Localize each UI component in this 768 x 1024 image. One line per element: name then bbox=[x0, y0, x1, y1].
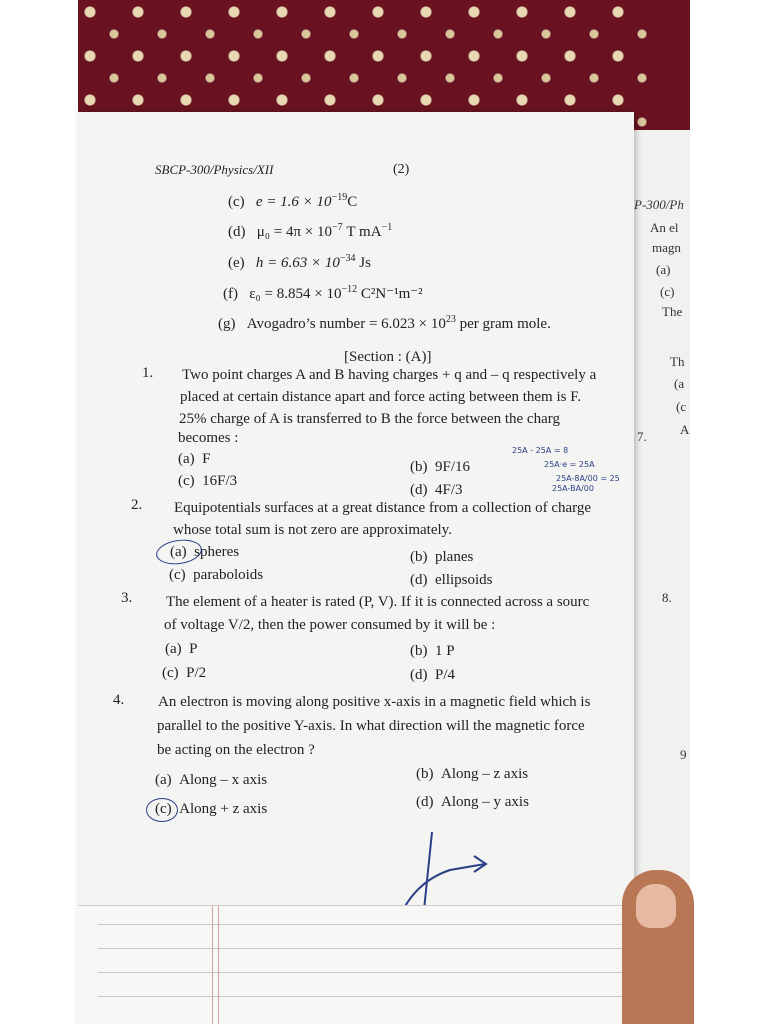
section-title: [Section : (A)] bbox=[344, 349, 432, 365]
finger bbox=[622, 870, 694, 1024]
header-code: SBCP-300/Physics/XII bbox=[155, 162, 274, 177]
question-line: An electron is moving along positive x-axis in a magnetic field which is bbox=[158, 694, 591, 710]
question-line: placed at certain distance apart and force acting between them is F. bbox=[180, 389, 582, 405]
option-item: (b) Along – z axis bbox=[416, 766, 529, 782]
question-line: becomes : bbox=[178, 430, 239, 446]
option-item: (a) Along – x axis bbox=[155, 772, 268, 788]
question-line: whose total sum is not zero are approximately. bbox=[173, 522, 452, 538]
constant-row: (g) Avogadro’s number = $6.023 \times 10^{23}$ per gram mole. bbox=[218, 314, 551, 332]
question-line: Two point charges A and B having charges + q and – q respectively a bbox=[182, 367, 597, 383]
left-margin bbox=[0, 0, 78, 1024]
next-page-text: Th bbox=[670, 354, 685, 369]
option-item: (c) 16F/3 bbox=[178, 473, 238, 489]
exam-page bbox=[78, 112, 634, 1024]
next-page-text: (c bbox=[676, 399, 687, 414]
constant-row: (e) $h = 6.63 \times 10^{-34}$ Js bbox=[228, 253, 371, 271]
next-page-text: (c) bbox=[660, 284, 675, 299]
question-number: 1. bbox=[142, 365, 154, 381]
option-item: (b) 1 P bbox=[410, 643, 455, 659]
answer-mark bbox=[146, 798, 178, 822]
next-page-text: magn bbox=[652, 240, 681, 255]
handwritten-note: 25A-BA/00 bbox=[552, 484, 594, 493]
fingernail bbox=[636, 884, 676, 928]
question-line: of voltage V/2, then the power consumed by it will be : bbox=[164, 617, 496, 633]
question-number: 8. bbox=[662, 590, 672, 605]
question-number: 4. bbox=[113, 692, 125, 708]
option-item: (d) P/4 bbox=[410, 667, 456, 683]
next-page-text: An el bbox=[650, 220, 679, 235]
constant-row: (f) $\varepsilon_0 = 8.854 \times 10^{-12}$ C²N⁻¹m⁻² bbox=[223, 284, 423, 302]
handwritten-note: 25A - 25A = 8 bbox=[512, 446, 569, 455]
question-number: 9 bbox=[680, 747, 687, 762]
option-item: (d) 4F/3 bbox=[410, 482, 463, 498]
option-item: (c) paraboloids bbox=[169, 567, 264, 583]
question-line: parallel to the positive Y-axis. In what direction will the magnetic force bbox=[157, 718, 585, 734]
constant-row: (c) $e = 1.6 \times 10^{-19}C$ bbox=[228, 192, 358, 210]
next-page-text: P-300/Ph bbox=[634, 197, 684, 212]
option-item: (c) Along + z axis bbox=[155, 801, 268, 817]
question-line: 25% charge of A is transferred to B the force between the charg bbox=[179, 411, 560, 427]
question-line: be acting on the electron ? bbox=[157, 742, 315, 758]
next-page-text: (a bbox=[674, 376, 685, 391]
option-item: (d) ellipsoids bbox=[410, 572, 493, 588]
next-page-text: The bbox=[662, 304, 683, 319]
option-item: (a) P bbox=[165, 641, 198, 657]
next-page-text: (a) bbox=[656, 262, 671, 277]
option-item: (b) 9F/16 bbox=[410, 459, 471, 475]
constant-row: (d) $\mu_0 = 4\pi \times 10^{-7}$ T $mA^{-1}$ bbox=[228, 222, 393, 240]
option-item: (c) P/2 bbox=[162, 665, 207, 681]
option-item: (b) planes bbox=[410, 549, 474, 565]
fabric-background-right bbox=[660, 0, 690, 140]
question-line: Equipotentials surfaces at a great distance from a collection of charge bbox=[174, 500, 592, 516]
page-number: (2) bbox=[393, 162, 410, 177]
notebook-page bbox=[78, 905, 690, 1024]
handwritten-note: 25A-8A/00 = 25 bbox=[556, 474, 620, 483]
question-number: 3. bbox=[121, 590, 133, 606]
option-item: (a) spheres bbox=[170, 544, 240, 560]
question-line: The element of a heater is rated (P, V). If it is connected across a sourc bbox=[166, 594, 590, 610]
right-margin bbox=[690, 0, 768, 1024]
question-number: 7. bbox=[637, 429, 647, 444]
next-page-text: A bbox=[680, 422, 690, 437]
question-number: 2. bbox=[131, 497, 143, 513]
option-item: (a) F bbox=[178, 451, 211, 467]
handwritten-note: 25A·e = 25A bbox=[544, 460, 595, 469]
option-item: (d) Along – y axis bbox=[416, 794, 529, 810]
